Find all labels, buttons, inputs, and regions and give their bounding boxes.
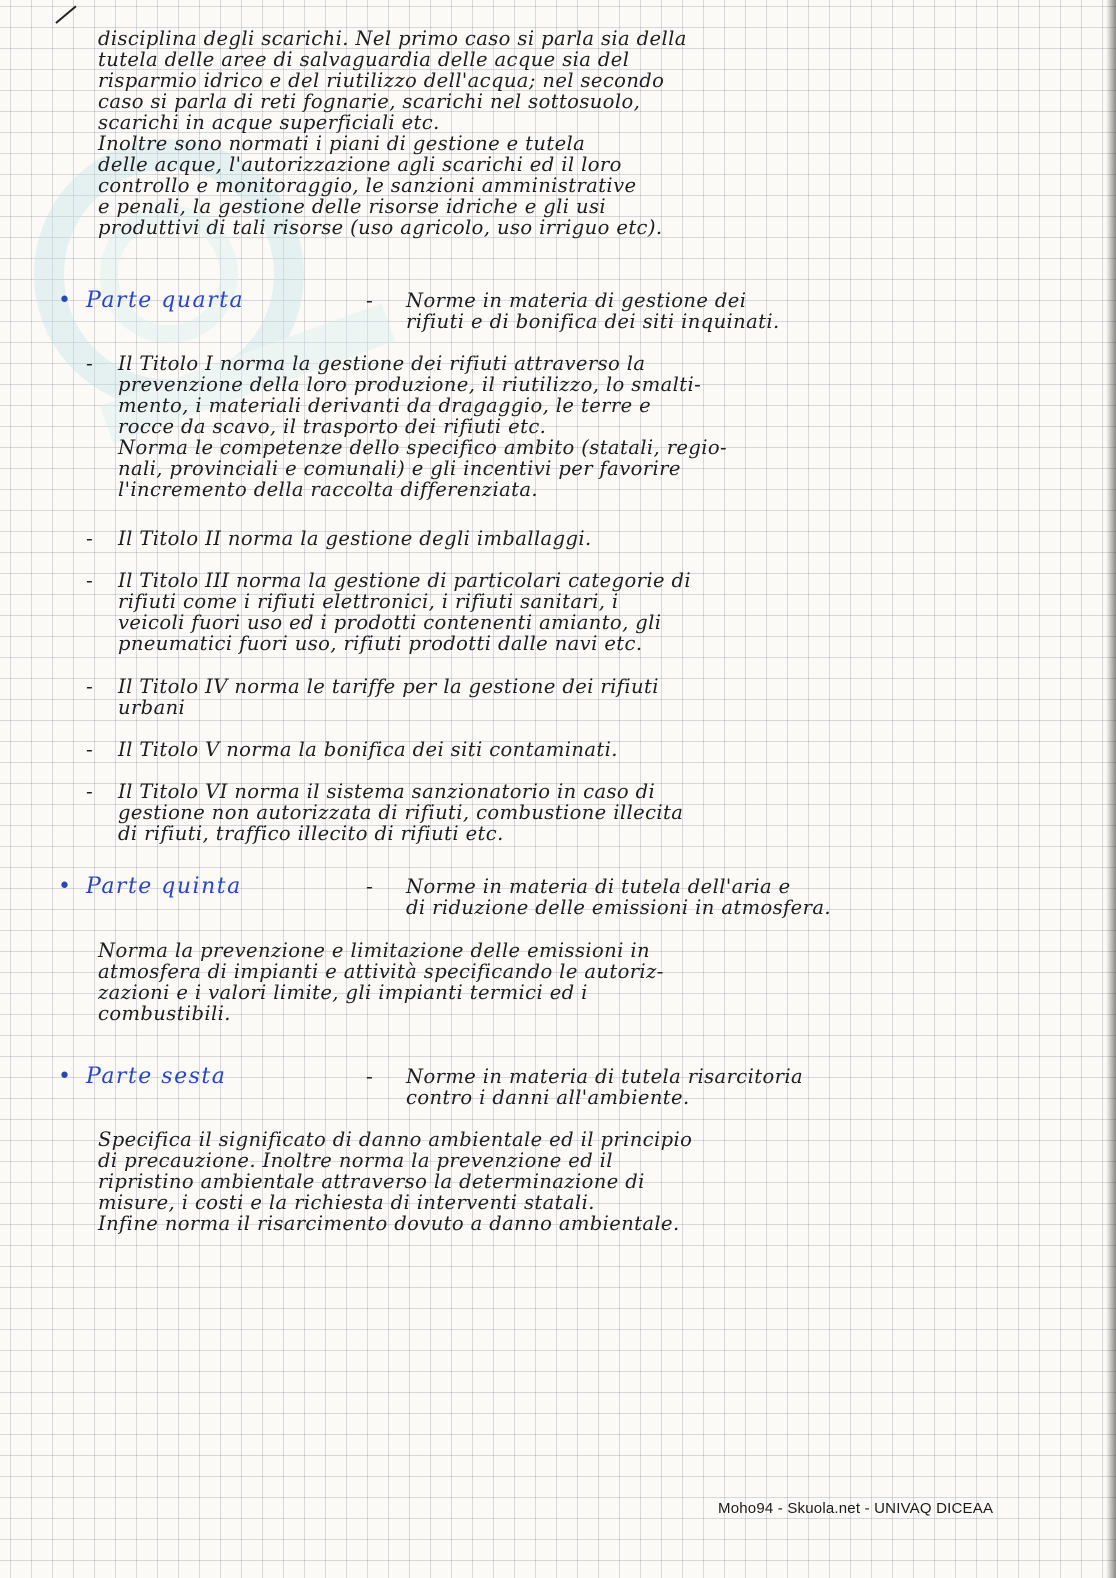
list-item-text xyxy=(118,676,1086,718)
list-item-titolo-4 xyxy=(86,676,1086,718)
list-item-text xyxy=(118,739,1086,760)
text-line: l'incremento della raccolta differenziata. xyxy=(118,478,538,501)
text-line: atmosfera di impianti e attività specificando le autoriz- xyxy=(98,960,664,983)
section-title: Parte quarta xyxy=(86,288,245,313)
text-line: produttivi di tali risorse (uso agricolo, uso irriguo etc). xyxy=(98,216,663,239)
list-item-text xyxy=(118,528,1086,549)
text-line: prevenzione della loro produzione, il riutilizzo, lo smalti- xyxy=(118,373,702,396)
text-line: rifiuti come i rifiuti elettronici, i rifiuti sanitari, i xyxy=(118,590,619,613)
list-item-titolo-6 xyxy=(86,781,1086,844)
text-line: Inoltre sono normati i piani di gestione e tutela xyxy=(98,132,586,155)
dash: - xyxy=(366,874,373,898)
list-item-titolo-5 xyxy=(86,739,1086,760)
text-line: Norme in materia di tutela dell'aria e xyxy=(406,875,791,898)
text-line: Specifica il significato di danno ambientale ed il principio xyxy=(98,1128,693,1151)
list-item-titolo-3 xyxy=(86,570,1086,654)
text-line: mento, i materiali derivanti da dragaggio, le terre e xyxy=(118,394,652,417)
text-line: di precauzione. Inoltre norma la prevenzione ed il xyxy=(98,1149,613,1172)
text-line: tutela delle aree di salvaguardia delle acque sia del xyxy=(98,48,630,71)
section-title: Parte sesta xyxy=(86,1064,227,1089)
list-item-text xyxy=(118,570,1086,654)
section-title: Parte quinta xyxy=(86,874,242,899)
text-line: Infine norma il risarcimento dovuto a danno ambientale. xyxy=(98,1212,680,1235)
text-line: Norma la prevenzione e limitazione delle emissioni in xyxy=(98,939,650,962)
text-line: Il Titolo IV norma le tariffe per la gestione dei rifiuti xyxy=(118,675,659,698)
text-line: Il Titolo III norma la gestione di particolari categorie di xyxy=(118,569,692,592)
text-line: Il Titolo II norma la gestione degli imballaggi. xyxy=(118,527,592,550)
text-line: di riduzione delle emissioni in atmosfera. xyxy=(406,896,831,919)
text-line: di rifiuti, traffico illecito di rifiuti etc. xyxy=(118,822,504,845)
text-line: delle acque, l'autorizzazione agli scarichi ed il loro xyxy=(98,153,622,176)
bullet-icon: • xyxy=(58,1064,71,1089)
text-line: contro i danni all'ambiente. xyxy=(406,1086,690,1109)
text-line: rifiuti e di bonifica dei siti inquinati. xyxy=(406,310,780,333)
dash: - xyxy=(86,568,93,592)
dash: - xyxy=(86,526,93,550)
text-line: Il Titolo V norma la bonifica dei siti contaminati. xyxy=(118,738,618,761)
dash: - xyxy=(366,288,373,312)
dash: - xyxy=(86,779,93,803)
margin-mark xyxy=(55,6,76,24)
text-line: Norme in materia di tutela risarcitoria xyxy=(406,1065,804,1088)
text-line: Il Titolo I norma la gestione dei rifiuti attraverso la xyxy=(118,352,646,375)
dash: - xyxy=(86,674,93,698)
parte-sesta-paragraph xyxy=(98,1129,1088,1234)
intro-paragraph xyxy=(98,28,1088,238)
text-line: zazioni e i valori limite, gli impianti termici ed i xyxy=(98,981,588,1004)
dash: - xyxy=(86,351,93,375)
text-line: ripristino ambientale attraverso la determinazione di xyxy=(98,1170,645,1193)
text-line: e penali, la gestione delle risorse idriche e gli usi xyxy=(98,195,607,218)
section-description xyxy=(406,290,1088,332)
text-line: caso si parla di reti fognarie, scarichi nel sottosuolo, xyxy=(98,90,641,113)
text-line: rocce da scavo, il trasporto dei rifiuti etc. xyxy=(118,415,547,438)
section-description xyxy=(406,1066,1088,1108)
section-parte-quarta xyxy=(58,290,1088,332)
section-parte-sesta xyxy=(58,1066,1088,1108)
text-line: nali, provinciali e comunali) e gli incentivi per favorire xyxy=(118,457,681,480)
dash: - xyxy=(86,737,93,761)
text-line: misure, i costi e la richiesta di interventi statali. xyxy=(98,1191,595,1214)
text-line: gestione non autorizzata di rifiuti, combustione illecita xyxy=(118,801,684,824)
section-parte-quinta xyxy=(58,876,1088,918)
text-line: Il Titolo VI norma il sistema sanzionatorio in caso di xyxy=(118,780,656,803)
text-line: Norme in materia di gestione dei xyxy=(406,289,747,312)
text-line: pneumatici fuori uso, rifiuti prodotti dalle navi etc. xyxy=(118,632,643,655)
text-line: Norma le competenze dello specifico ambito (statali, regio- xyxy=(118,436,727,459)
text-line: scarichi in acque superficiali etc. xyxy=(98,111,440,134)
dash: - xyxy=(366,1064,373,1088)
text-line: controllo e monitoraggio, le sanzioni amministrative xyxy=(98,174,637,197)
parte-quinta-paragraph xyxy=(98,940,1088,1024)
list-item-text xyxy=(118,353,1086,500)
text-line: disciplina degli scarichi. Nel primo caso si parla sia della xyxy=(98,27,687,50)
text-line: urbani xyxy=(118,696,186,719)
text-line: veicoli fuori uso ed i prodotti contenenti amianto, gli xyxy=(118,611,662,634)
bullet-icon: • xyxy=(58,288,71,313)
list-item-titolo-1 xyxy=(86,353,1086,500)
list-item-titolo-2 xyxy=(86,528,1086,549)
text-line: risparmio idrico e del riutilizzo dell'acqua; nel secondo xyxy=(98,69,665,92)
footer-credit: Moho94 - Skuola.net - UNIVAQ DICEAA xyxy=(718,1500,994,1517)
section-description xyxy=(406,876,1088,918)
list-item-text xyxy=(118,781,1086,844)
bullet-icon: • xyxy=(58,874,71,899)
text-line: combustibili. xyxy=(98,1002,231,1025)
